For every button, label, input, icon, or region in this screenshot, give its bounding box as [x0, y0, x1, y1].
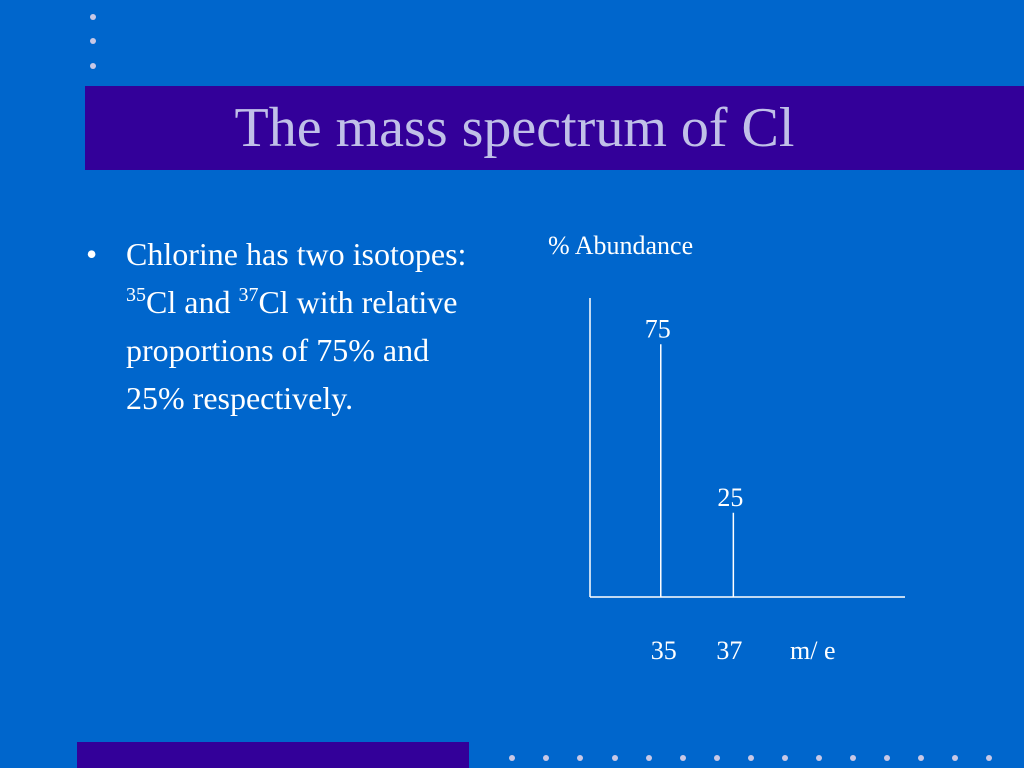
- bullet-icon: •: [86, 236, 98, 272]
- bullet-text-intro: Chlorine has two isotopes:: [126, 236, 467, 272]
- isotope-37-mass: 37: [238, 284, 259, 306]
- y-axis-label: % Abundance: [548, 231, 694, 260]
- isotope-37-symbol: Cl: [258, 284, 289, 320]
- bullet-text-proportions: with relative proportions of 75% and 25% respectively.: [126, 284, 458, 416]
- x-tick-label-37: 37: [716, 636, 743, 665]
- x-tick-label-35: 35: [650, 636, 677, 665]
- bullet-text-and: and: [176, 284, 239, 320]
- slide-title: The mass spectrum of Cl: [234, 97, 795, 159]
- isotope-35-mass: 35: [126, 284, 146, 306]
- data-label-35: 75: [644, 314, 671, 344]
- chart-marks: [645, 314, 744, 665]
- x-axis-label: m/ e: [790, 636, 836, 665]
- data-label-37: 25: [717, 482, 744, 512]
- isotope-35-symbol: Cl: [146, 284, 177, 320]
